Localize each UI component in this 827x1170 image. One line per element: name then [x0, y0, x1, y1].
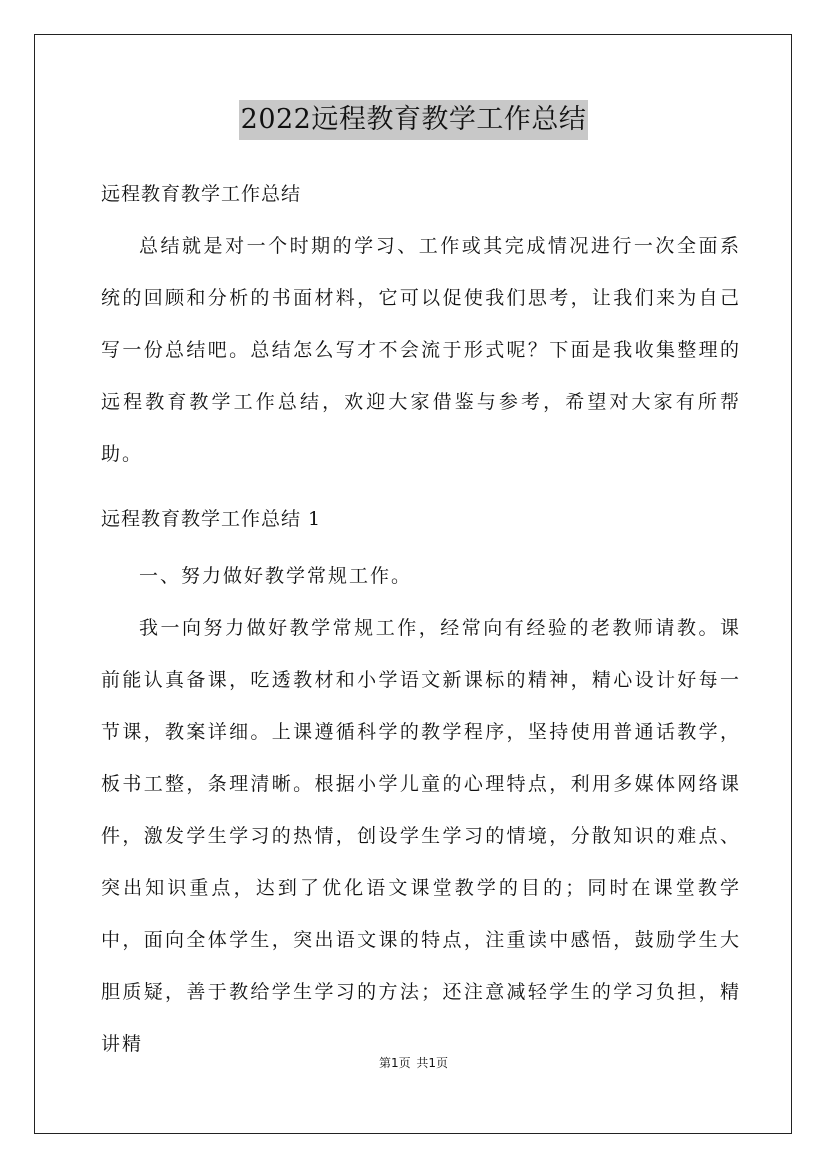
- document-subtitle: 远程教育教学工作总结: [101, 183, 302, 205]
- body-paragraph: 我一向努力做好教学常规工作，经常向有经验的老教师请教。课前能认真备课，吃透教材和小学语文新课标的精神，精心设计好每一节课，教案详细。上课遵循科学的教学程序，坚持使用普通话教学，板书工整，条理清晰。根据小学儿童的心理特点，利用多媒体网络课件，激发学生学习的热情，创设学生学习的情境，分散知识的难点、突出知识重点，达到了优化语文课堂教学的目的；同时在课堂教学中，面向全体学生，突出语文课的特点，注重读中感悟，鼓励学生大胆质疑，善于教给学生学习的方法；还注意减轻学生的学习负担，精讲精: [101, 617, 741, 1055]
- document-title: 2022远程教育教学工作总结: [239, 100, 589, 140]
- point-heading: 一、努力做好教学常规工作。: [139, 565, 413, 587]
- intro-paragraph: 总结就是对一个时期的学习、工作或其完成情况进行一次全面系统的回顾和分析的书面材料，它可以促使我们思考，让我们来为自己写一份总结吧。总结怎么写才不会流于形式呢？下面是我收集整理的远程教育教学工作总结，欢迎大家借鉴与参考，希望对大家有所帮助。: [101, 235, 741, 465]
- title-container: [0, 100, 827, 140]
- section-heading: 远程教育教学工作总结 1: [101, 508, 322, 530]
- page-footer: 第1页 共1页: [378, 1056, 449, 1070]
